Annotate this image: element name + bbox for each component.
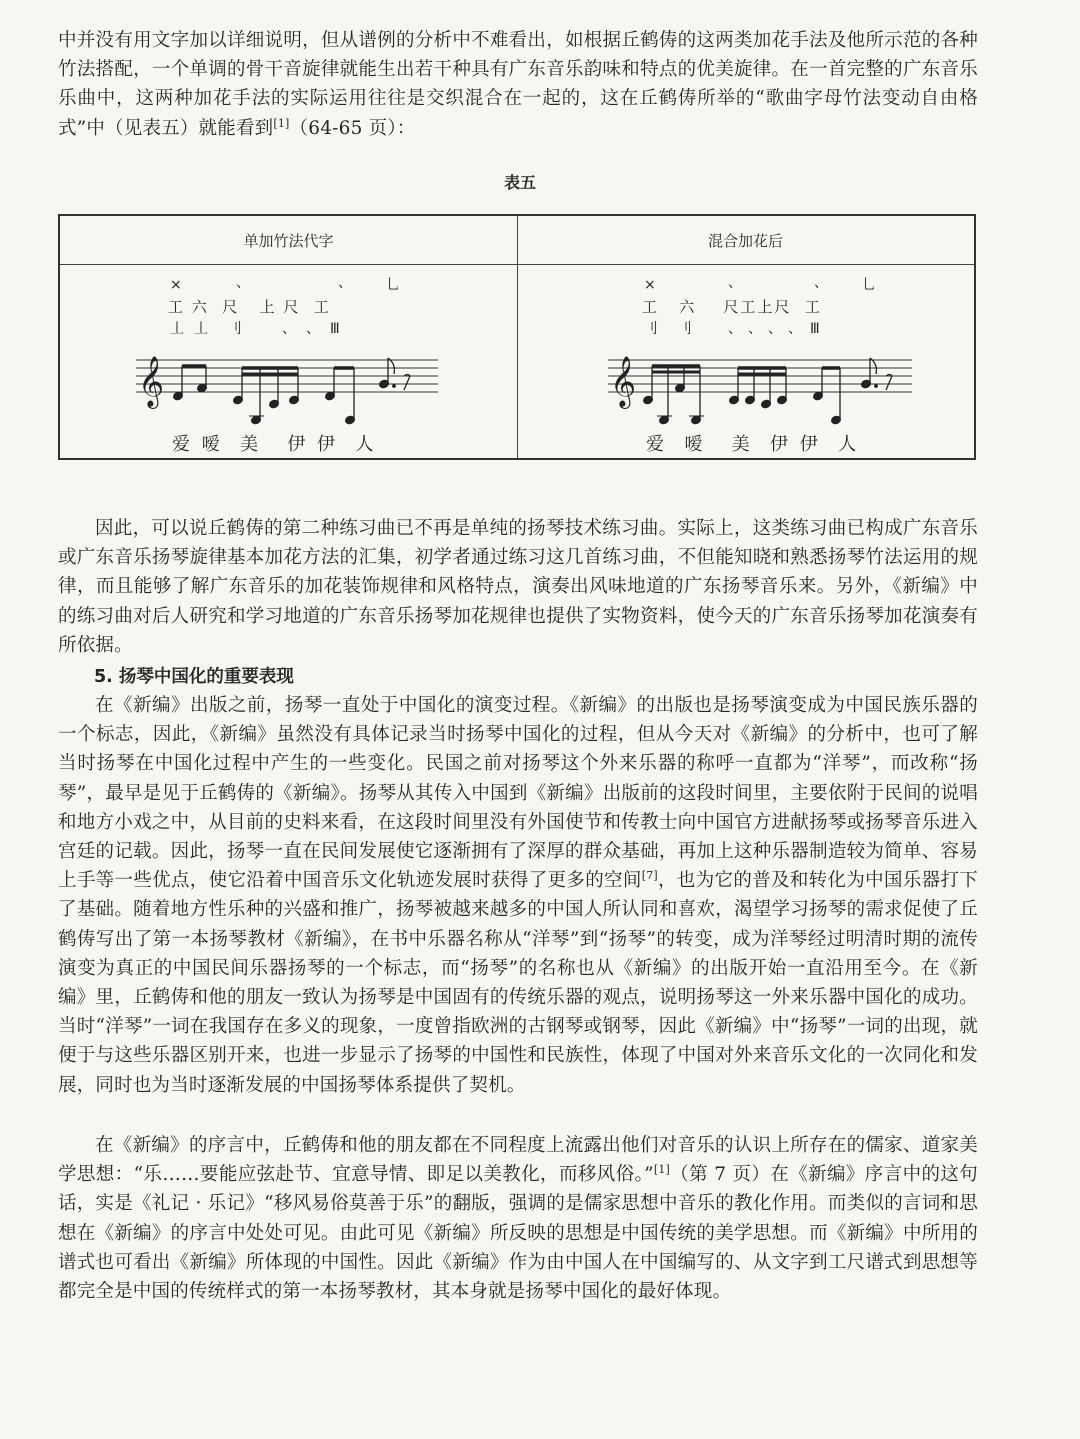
fingering-mark: 、: [748, 321, 762, 337]
notation-left: [60, 268, 516, 458]
fingering-mark: 、: [728, 321, 742, 337]
paragraph-text: 中并没有用文字加以详细说明，但从谱例的分析中不难看出，如根据丘鹤俦的这两类加花手法及他所示范的各种竹法搭配，一个单调的骨干音旋律就能生出若干种具有广东音乐韵味和特点的优美旋律。在一首完整的广东音乐乐曲中，这两种加花手法的实际运用往往是交织混合在一起的，这在丘鹤俦所举的“歌曲字母竹法变动自由格式”中（见表五）就能看到: [58, 30, 978, 139]
technique-mark: ×: [170, 277, 182, 293]
technique-mark: 、: [814, 275, 828, 291]
fingering-mark: 、: [306, 321, 320, 337]
technique-mark: 乚: [386, 277, 400, 293]
technique-mark: 、: [338, 275, 352, 291]
technique-mark: ×: [644, 277, 656, 293]
paragraph-text: ，也为它的普及和转化为中国乐器打下了基础。随着地方性乐种的兴盛和推广，扬琴被越来越多的中国人所认同和喜欢，渴望学习扬琴的需求促使了丘鹤俦写出了第一本扬琴教材《新编》，在书中乐器名称从“洋琴”到“扬琴”的转变，成为洋琴经过明清时期的流传演变为真正的中国民间乐器扬琴的一个标志，而“扬琴”的名称也从《新编》的出版开始一直沿用至今。在《新编》里，丘鹤俦和他的朋友一致认为扬琴是中国固有的传统乐器的观点，说明扬琴这一外来乐器中国化的成功。当时“洋琴”一词在我国存在多义的现象，一度曾指欧洲的古钢琴或钢琴，因此《新编》中“扬琴”一词的出现，就便于与这些乐器区别开来，也进一步显示了扬琴的中国性和民族性，体现了中国对外来音乐文化的一次同化和发展，同时也为当时逐渐发展的中国扬琴体系提供了契机。: [58, 870, 979, 1096]
technique-mark: 、: [236, 275, 250, 291]
col-header-left: 单加竹法代字: [243, 232, 334, 250]
paragraph: [58, 1131, 978, 1306]
treble-clef-icon: 𝄞: [610, 356, 637, 407]
fingering-mark: 、: [788, 321, 802, 337]
citation-ref: [7]: [641, 869, 658, 883]
fingering-mark: 、: [768, 321, 782, 337]
fingering-mark: 刂: [228, 321, 242, 337]
staff-svg: [518, 268, 974, 458]
notation-table: [58, 214, 976, 460]
fingering-mark: Ⅲ: [810, 321, 820, 337]
paragraph-continuation: [58, 26, 978, 143]
paragraph: [58, 691, 978, 1100]
table-caption: 表五: [503, 173, 536, 192]
col-header-right: 混合加花后: [707, 232, 783, 250]
lyrics: 爱 嗳 美 伊 伊 人: [172, 434, 377, 455]
technique-mark: 乚: [862, 277, 876, 293]
treble-clef-icon: 𝄞: [138, 356, 165, 407]
notation-right: [518, 268, 974, 458]
gongche-notation: 工 六 尺 上 尺 工: [168, 298, 331, 316]
paragraph-text: 在《新编》出版之前，扬琴一直处于中国化的演变过程。《新编》的出版也是扬琴演变成为中国民族乐器的一个标志，因此，《新编》虽然没有具体记录当时扬琴中国化的过程，但从今天对《新编》的分析中，也可了解当时扬琴在中国化过程中产生的一些变化。民国之前对扬琴这个外来乐器的称呼一直都为“洋琴”，而改称“扬琴”，最早是见于丘鹤俦的《新编》。扬琴从其传入中国到《新编》出版前的这段时间里，主要依附于民间的说唱和地方小戏之中，从目前的史料来看，在这段时间里没有外国使节和传教士向中国官方进献扬琴或扬琴音乐进入宫廷的记载。因此，扬琴一直在民间发展使它逐渐拥有了深厚的群众基础，再加上这种乐器制造较为简单、容易上手等一些优点，使它沿着中国音乐文化轨迹发展时获得了更多的空间: [58, 695, 978, 892]
fingering-mark: Ⅲ: [330, 321, 340, 337]
section-heading: 5. 扬琴中国化的重要表现: [94, 667, 294, 687]
page-range: （64-65 页）：: [289, 117, 416, 139]
lyrics: 爱 嗳 美 伊 伊 人: [646, 434, 860, 455]
fingering-mark: 刂: [678, 321, 692, 337]
paragraph-text: 在《新编》的序言中，丘鹤俦和他的朋友都在不同程度上流露出他们对音乐的认识上所存在的儒家、道家美学思想：“乐……要能应弦赴节、宜意导情、即足以美教化，而移风俗。”: [58, 1135, 978, 1186]
fingering-mark: 丄: [170, 321, 184, 337]
fingering-mark: 丄: [194, 321, 208, 337]
technique-mark: 、: [728, 275, 742, 291]
staff-svg: [60, 268, 516, 458]
paragraph-text: （第 7 页）在《新编》序言中的这句话，实是《礼记 · 乐记》“移风易俗莫善于乐”的翻版，强调的是儒家思想中音乐的教化作用。而类似的言词和思想在《新编》的序言中处处可见。由此可见《新编》所反映的思想是中国传统的美学思想。而《新编》中所用的谱式也可看出《新编》所体现的中国性。因此《新编》作为由中国人在中国编写的、从文字到工尺谱式到思想等都完全是中国的传统样式的第一本扬琴教材，其本身就是扬琴中国化的最好体现。: [58, 1164, 978, 1303]
fingering-mark: 、: [282, 321, 296, 337]
gongche-notation: 工 六 尺工上尺 工: [642, 298, 822, 316]
citation-ref: [1]: [273, 116, 290, 130]
citation-ref: [1]: [653, 1163, 671, 1177]
header-divider: [60, 264, 974, 265]
paragraph: 因此，可以说丘鹤俦的第二种练习曲已不再是单纯的扬琴技术练习曲。实际上，这类练习曲已构成广东音乐或广东音乐扬琴旋律基本加花方法的汇集，初学者通过练习这几首练习曲，不但能知晓和熟悉扬琴竹法运用的规律，而且能够了解广东音乐的加花装饰规律和风格特点，演奏出风味地道的广东扬琴音乐来。另外，《新编》中的练习曲对后人研究和学习地道的广东音乐扬琴加花规律也提供了实物资料，使今天的广东音乐扬琴加花演奏有所依据。: [58, 518, 978, 656]
fingering-mark: 刂: [644, 321, 658, 337]
